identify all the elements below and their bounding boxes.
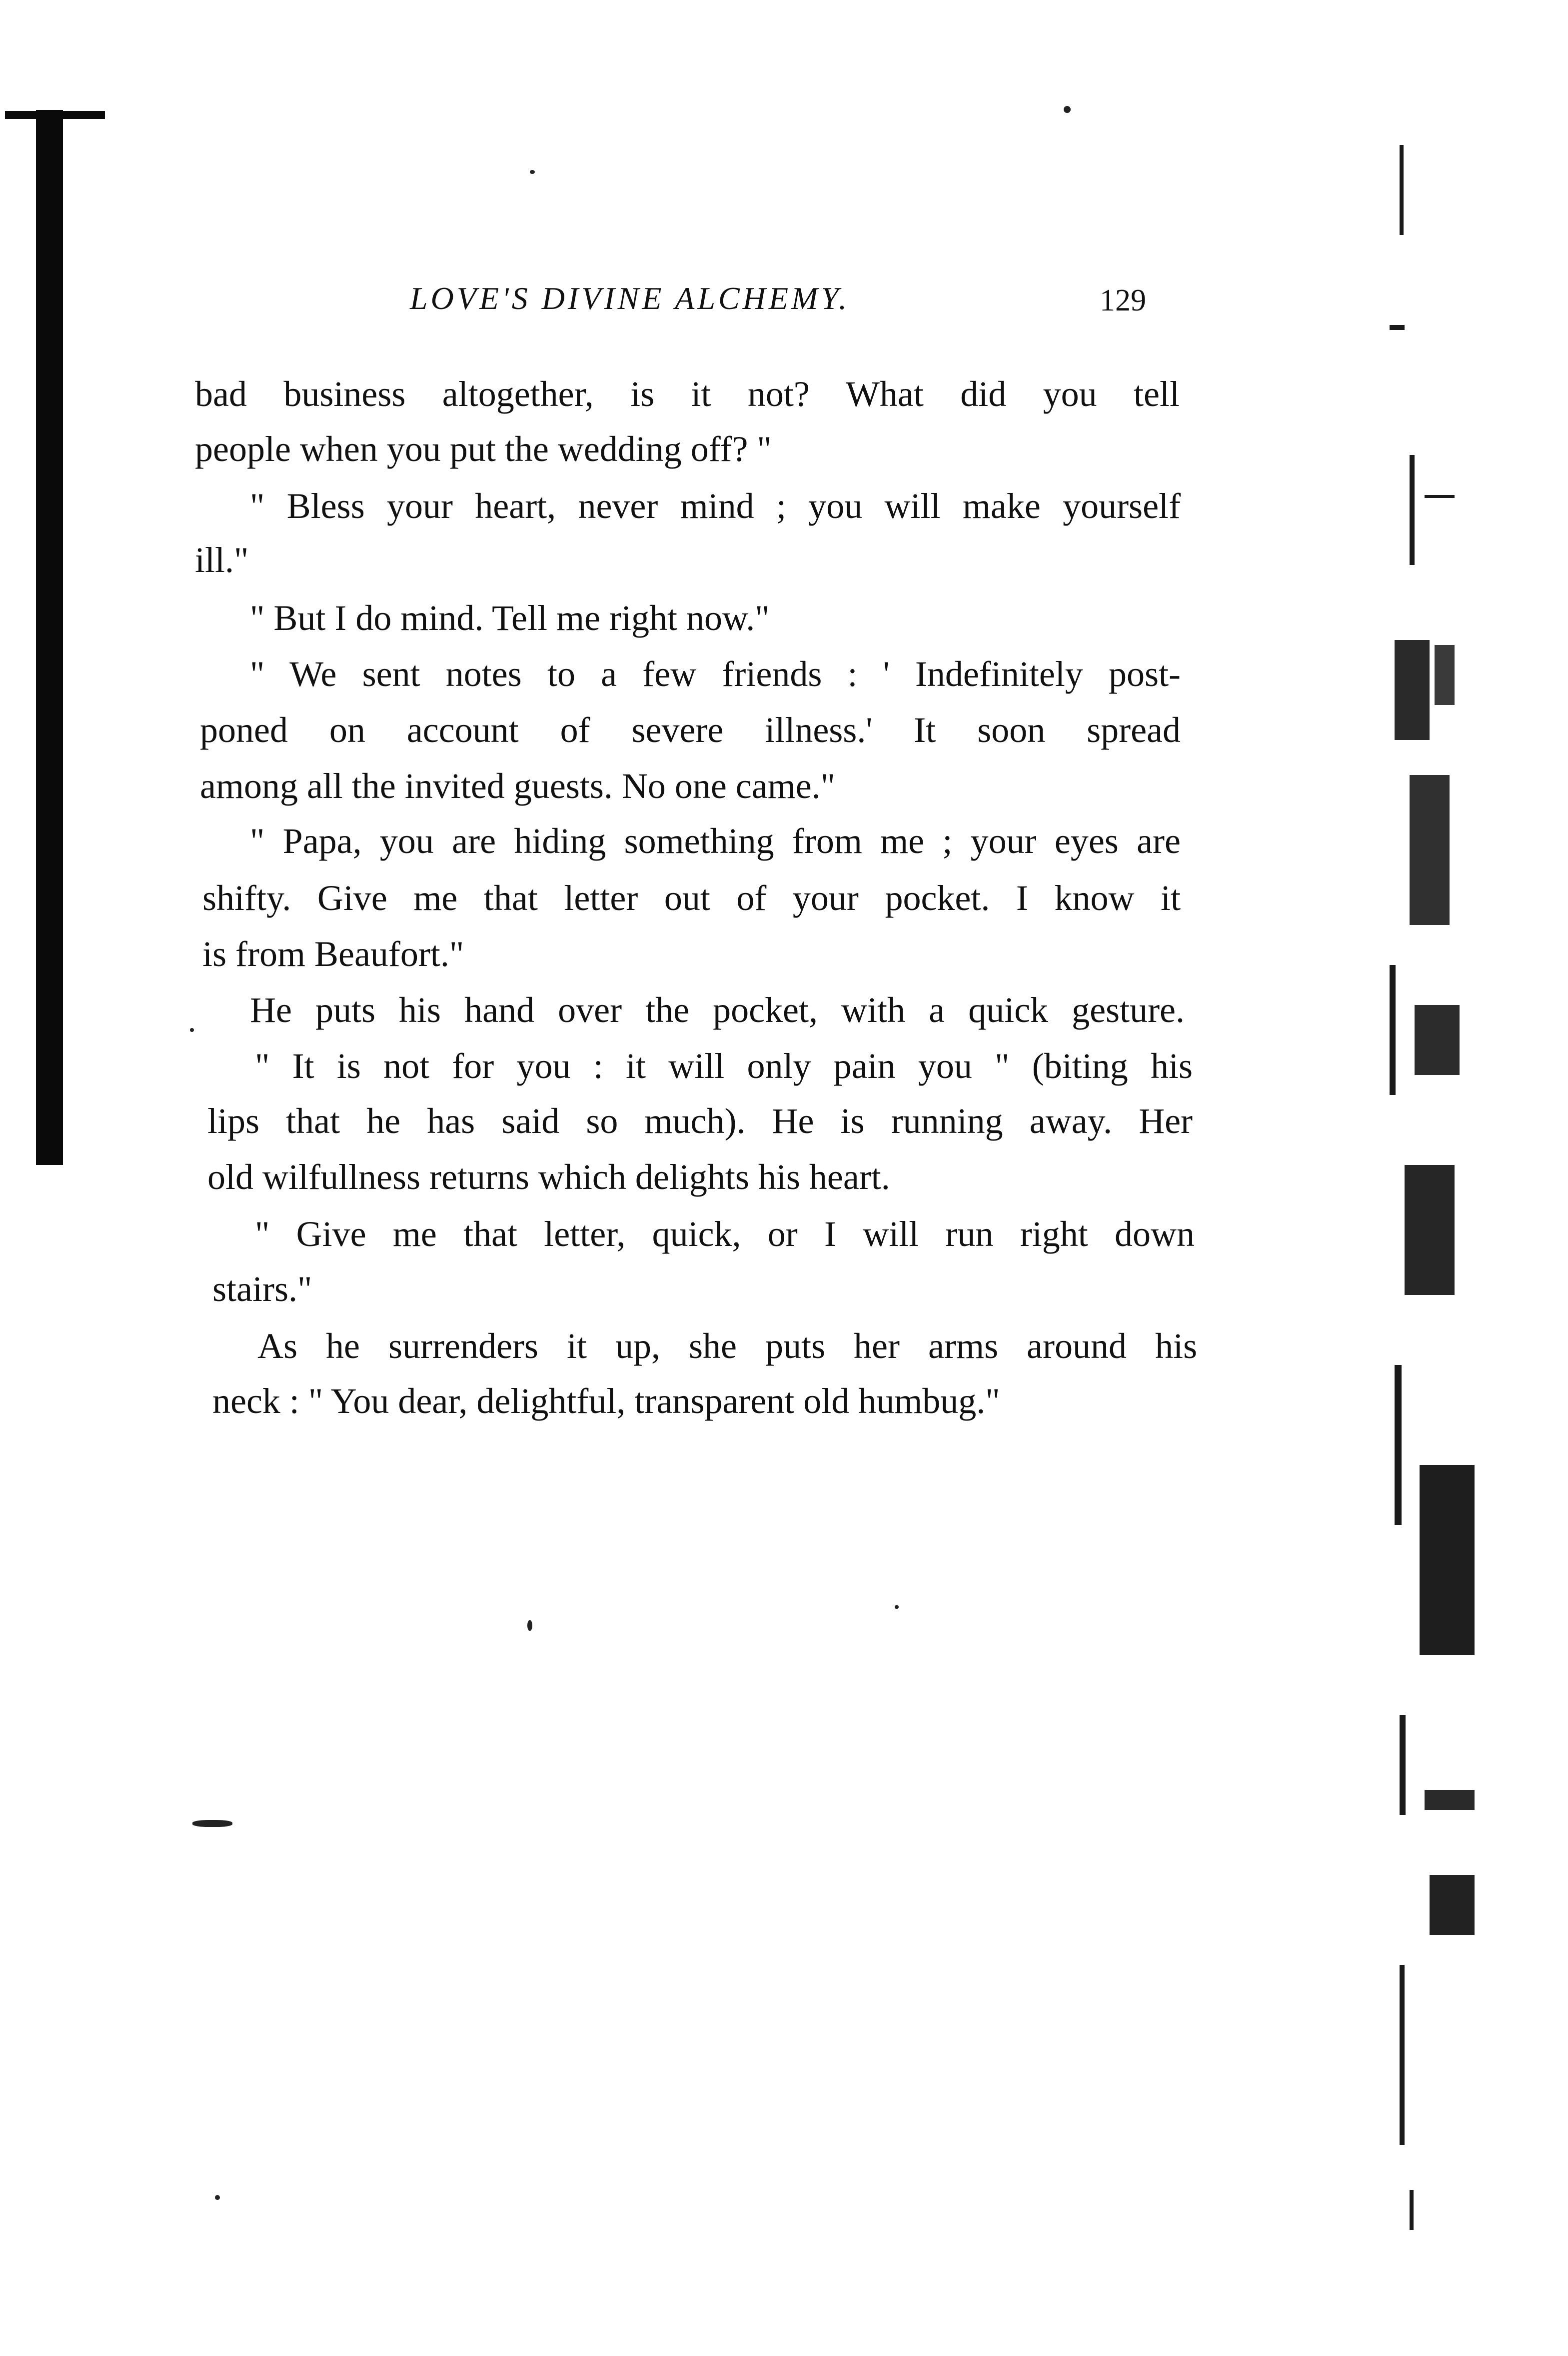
scan-speck (215, 2195, 220, 2200)
text-line: is from Beaufort." (202, 934, 464, 974)
text-line: " We sent notes to a few friends : ' Indefinitely post- (250, 654, 1181, 694)
text-line: " Papa, you are hiding something from me ; your eyes are (250, 821, 1181, 861)
scan-speck (1064, 106, 1071, 113)
scan-speck (527, 1620, 532, 1631)
text-line: As he surrenders it up, she puts her arms around his (257, 1326, 1197, 1366)
text-line: neck : " You dear, delightful, transparent old humbug." (212, 1381, 1000, 1421)
text-line: bad business altogether, is it not? What did you tell (195, 374, 1180, 414)
text-line: people when you put the wedding off? " (195, 429, 772, 469)
page-edge-scan-artifact (1380, 115, 1500, 2240)
text-line: " But I do mind. Tell me right now." (250, 598, 770, 638)
text-line: shifty. Give me that letter out of your pocket. I know it (202, 878, 1181, 918)
scan-speck (192, 1820, 232, 1827)
binding-shadow (36, 110, 63, 1165)
text-line: " It is not for you : it will only pain you " (biting his (255, 1046, 1193, 1086)
scan-speck (895, 1605, 899, 1609)
text-line: lips that he has said so much). He is running away. Her (207, 1101, 1193, 1141)
text-line: old wilfullness returns which delights his heart. (207, 1157, 890, 1197)
running-header: LOVE'S DIVINE ALCHEMY. (410, 280, 850, 316)
scan-speck (530, 170, 535, 174)
text-line: ill." (195, 540, 249, 580)
page-number: 129 (1100, 284, 1146, 318)
scan-speck (190, 1028, 194, 1032)
text-line: He puts his hand over the pocket, with a quick gesture. (250, 990, 1185, 1030)
text-line: " Give me that letter, quick, or I will run right down (255, 1214, 1195, 1254)
text-line: stairs." (212, 1269, 312, 1309)
text-line: poned on account of severe illness.' It soon spread (200, 710, 1181, 750)
text-line: " Bless your heart, never mind ; you will make yourself (250, 486, 1181, 526)
text-line: among all the invited guests. No one came." (200, 766, 836, 806)
